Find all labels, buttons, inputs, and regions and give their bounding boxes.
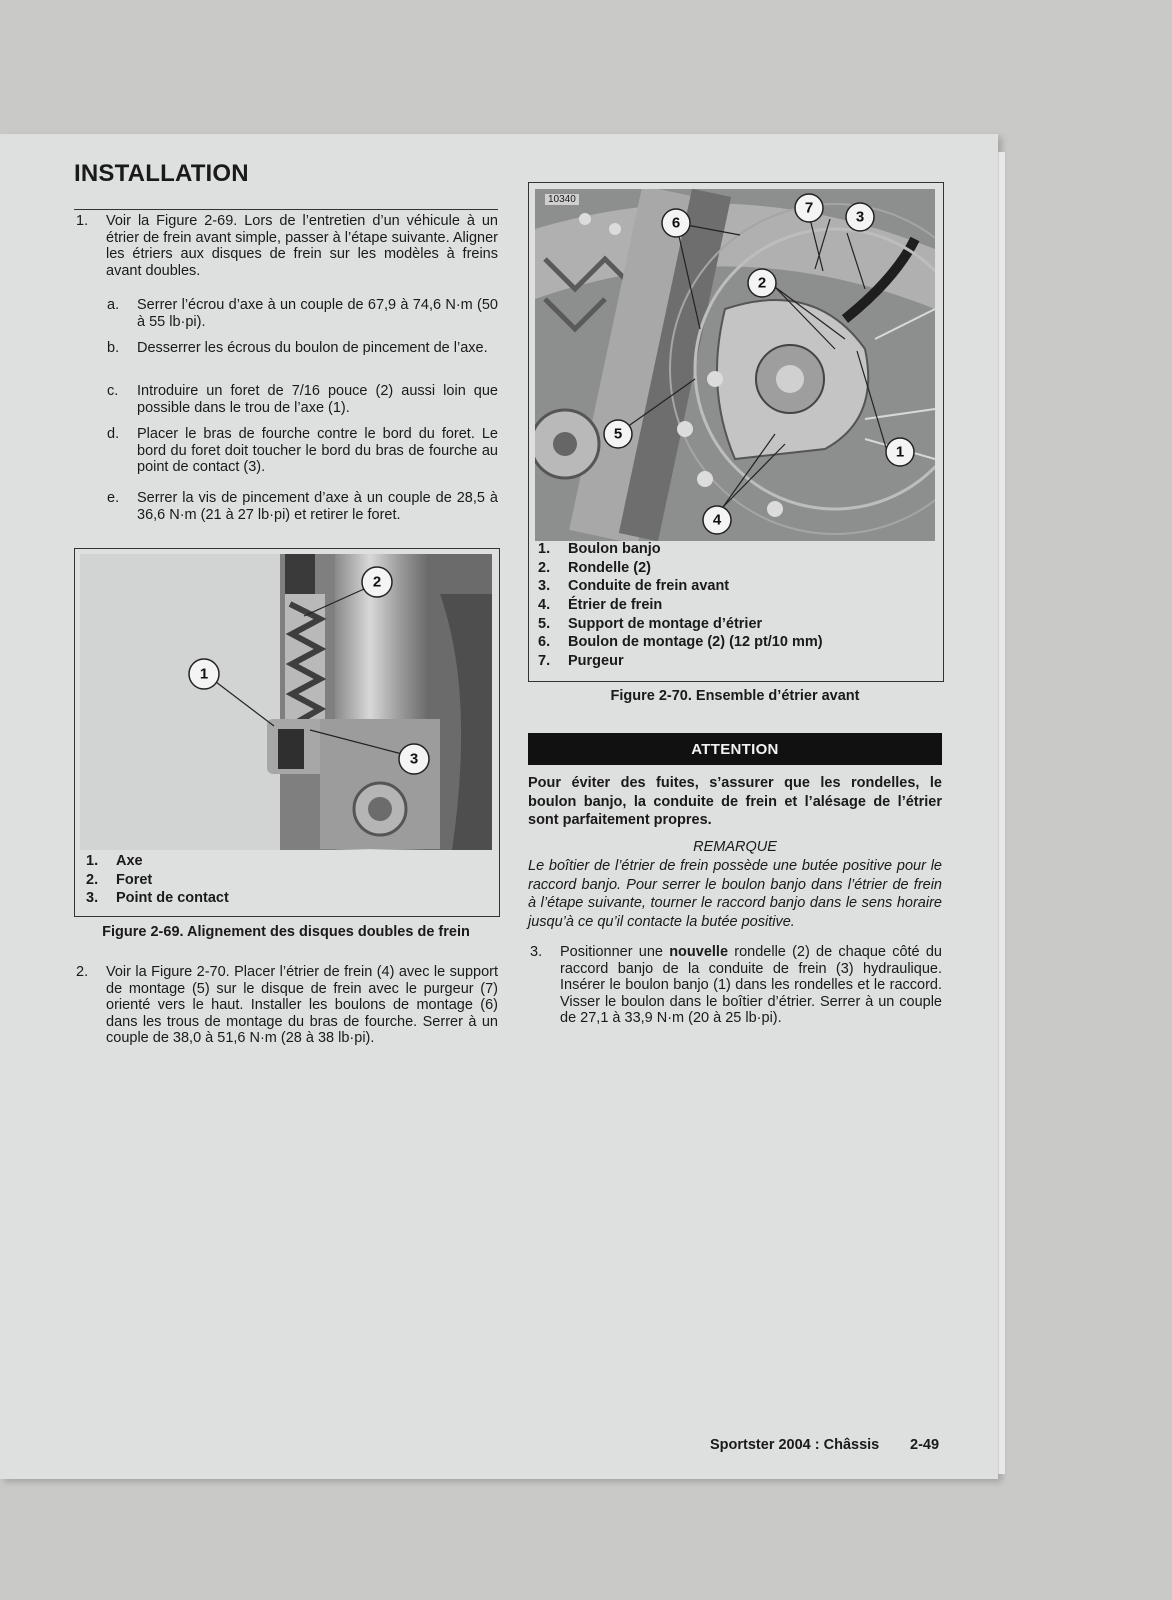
svg-text:2: 2 bbox=[757, 274, 767, 292]
legend-item: 3. Point de contact bbox=[86, 890, 229, 907]
title-rule bbox=[74, 209, 498, 210]
legend-item: 4. Étrier de frein bbox=[538, 597, 663, 614]
callout-5 bbox=[604, 420, 632, 448]
figure-2-69-caption: Figure 2-69. Alignement des disques doubles de frein bbox=[102, 924, 470, 940]
step-1 bbox=[76, 213, 498, 279]
substep-text: Introduire un foret de 7/16 pouce (2) aussi loin que possible dans le trou de l’axe (1). bbox=[137, 383, 498, 416]
step-text: Voir la Figure 2-70. Placer l’étrier de frein (4) avec le support de montage (5) sur le disque de frein avec le purgeur (7) orienté vers le haut. Installer les boulons de montage (6) dans les trous de montage du bras de fourche. Serrer à un couple de 38,0 à 51,6 N·m (28 à 38 lb·pi). bbox=[106, 964, 498, 1046]
figure-2-70-callouts bbox=[535, 189, 935, 541]
svg-text:6: 6 bbox=[671, 214, 681, 232]
svg-text:3: 3 bbox=[855, 208, 865, 226]
footer-page-number: 2-49 bbox=[910, 1437, 940, 1453]
legend-item: 5. Support de montage d’étrier bbox=[538, 615, 763, 632]
substep-b bbox=[107, 340, 498, 357]
callout-1 bbox=[189, 659, 219, 689]
legend-item: 7. Purgeur bbox=[538, 653, 624, 670]
legend-item: 2. Foret bbox=[86, 871, 153, 888]
substep-e bbox=[107, 490, 498, 523]
svg-text:7: 7 bbox=[804, 199, 814, 217]
remark-title: REMARQUE bbox=[693, 839, 777, 855]
footer-title: Sportster 2004 : Châssis bbox=[710, 1437, 880, 1453]
callout-3 bbox=[846, 203, 874, 231]
legend-item: 3. Conduite de frein avant bbox=[538, 578, 730, 595]
legend-item: 1. Boulon banjo bbox=[538, 541, 661, 557]
step-number: 1. bbox=[76, 213, 89, 229]
svg-text:1: 1 bbox=[199, 665, 209, 683]
substep-text: Desserrer les écrous du boulon de pincement de l’axe. bbox=[137, 340, 488, 356]
callout-3 bbox=[399, 744, 429, 774]
legend-item: 2. Rondelle (2) bbox=[538, 559, 651, 576]
figure-2-70-caption: Figure 2-70. Ensemble d’étrier avant bbox=[610, 688, 860, 704]
callout-4 bbox=[703, 506, 731, 534]
attention-text: Pour éviter des fuites, s’assurer que les rondelles, le boulon banjo, la conduite de frein et l’alésage de l’étrier sont parfaitement propres. bbox=[528, 775, 942, 828]
svg-text:3: 3 bbox=[409, 750, 419, 768]
legend-item: 6. Boulon de montage (2) (12 pt/10 mm) bbox=[538, 634, 823, 651]
svg-text:2: 2 bbox=[372, 573, 382, 591]
svg-text:1: 1 bbox=[895, 443, 905, 461]
svg-text:4: 4 bbox=[712, 511, 722, 529]
substep-text: Serrer l’écrou d’axe à un couple de 67,9 à 74,6 N·m (50 à 55 lb·pi). bbox=[137, 297, 498, 330]
substep-c bbox=[107, 383, 498, 416]
attention-banner: ATTENTION bbox=[528, 733, 942, 765]
section-title: INSTALLATION bbox=[74, 160, 249, 187]
callout-6 bbox=[662, 209, 690, 237]
callout-2 bbox=[748, 269, 776, 297]
step-text-before: Positionner une bbox=[560, 944, 670, 960]
step-text: Voir la Figure 2-69. Lors de l’entretien d’un véhicule à un étrier de frein avant simple, passer à l’étape suivante. Aligner les étriers aux disques de frein sur les modèles à freins avant doubles. bbox=[106, 213, 498, 279]
callout-7 bbox=[795, 194, 823, 222]
substep-letter: d. bbox=[107, 426, 120, 442]
callout-2 bbox=[362, 567, 392, 597]
substep-a bbox=[107, 297, 498, 330]
figure-2-69-callouts bbox=[80, 554, 492, 850]
step-text-bold: nouvelle bbox=[669, 944, 729, 960]
substep-letter: c. bbox=[107, 383, 119, 399]
substep-letter: e. bbox=[107, 490, 120, 506]
substep-text: Placer le bras de fourche contre le bord du foret. Le bord du foret doit toucher le bord du bras de fourche au point de contact (3). bbox=[137, 426, 498, 475]
step-2 bbox=[76, 964, 498, 1047]
figure-2-69-legend bbox=[86, 852, 486, 908]
substep-text: Serrer la vis de pincement d’axe à un couple de 28,5 à 36,6 N·m (21 à 27 lb·pi) et retirer le foret. bbox=[137, 490, 498, 523]
callout-1 bbox=[886, 438, 914, 466]
step-3 bbox=[530, 944, 942, 1027]
figure-id: 10340 bbox=[545, 194, 579, 205]
remark-text: Le boîtier de l’étrier de frein possède une butée positive pour le raccord banjo. Pour serrer le boulon banjo dans l’étrier de frein à l’étape suivante, tourner le raccord banjo dans le sens horaire jusqu’à ce qu’il contacte la butée positive. bbox=[528, 858, 942, 931]
substep-letter: a. bbox=[107, 297, 120, 313]
page-edge bbox=[998, 152, 1005, 1474]
substep-letter: b. bbox=[107, 340, 120, 356]
svg-text:5: 5 bbox=[613, 425, 623, 443]
step-text-after: rondelle (2) de chaque côté du raccord banjo de la conduite de frein (3) hydraulique. Insérer le boulon banjo (1) dans les rondelles et le raccord. Visser le boulon dans le boîtier d’étrier. Serrer à un couple de 27,1 à 33,9 N·m (20 à 25 lb·pi). bbox=[560, 944, 942, 1026]
step-number: 2. bbox=[76, 964, 89, 980]
substep-d bbox=[107, 426, 498, 476]
legend-item: 1. Axe bbox=[86, 853, 143, 869]
step-number: 3. bbox=[530, 944, 543, 960]
figure-2-70-legend bbox=[538, 540, 938, 671]
